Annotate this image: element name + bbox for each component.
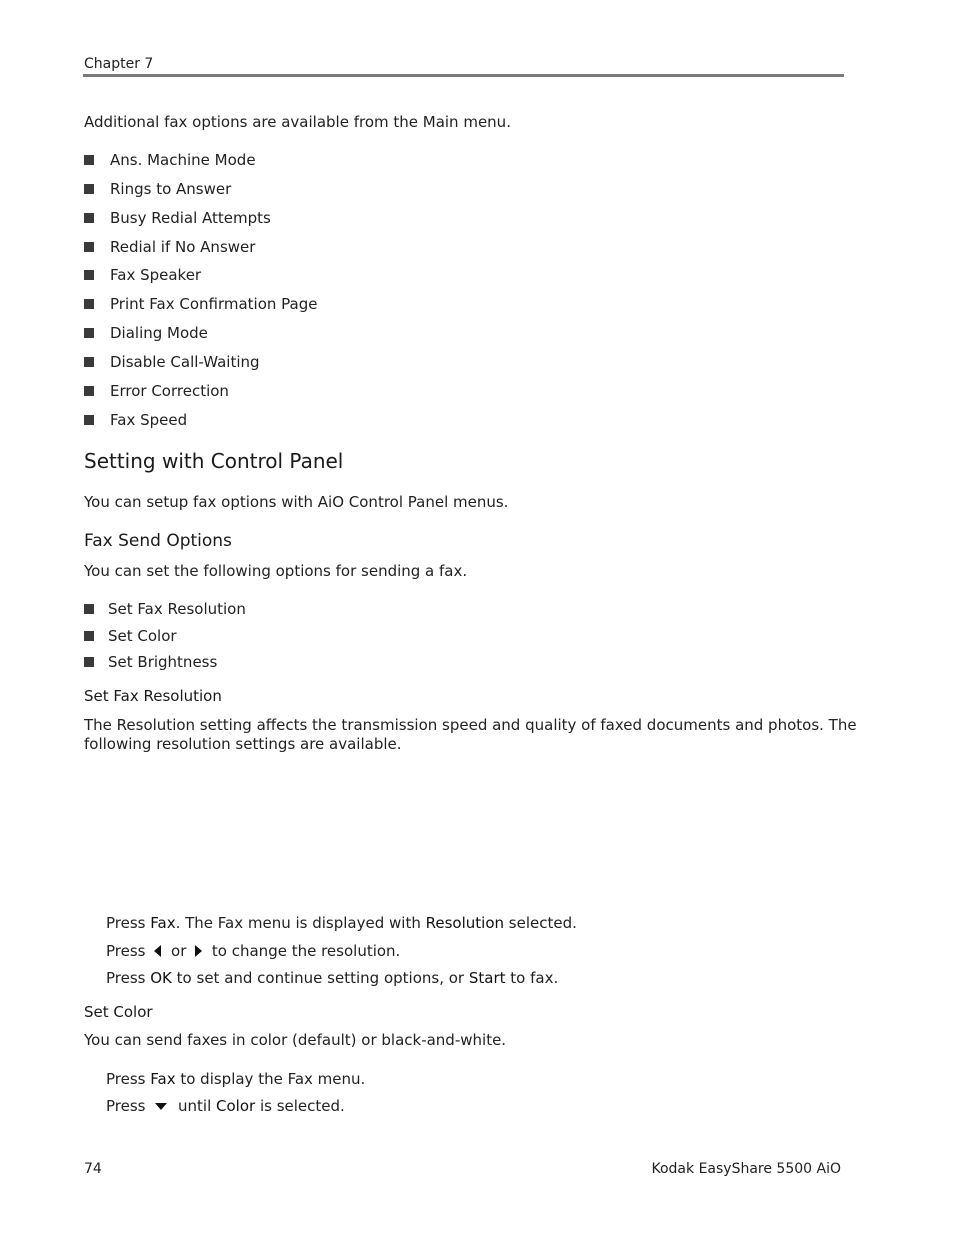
product-name: Kodak EasyShare 5500 AiO: [651, 1161, 841, 1177]
list-item: Redial if No Answer: [84, 237, 255, 257]
down-arrow-icon: [155, 1103, 167, 1110]
bullet-icon: [84, 184, 94, 194]
left-arrow-icon: [154, 945, 161, 957]
resolution-menu-label: Resolution: [425, 914, 505, 932]
resolution-step-2: Press or to change the resolution.: [106, 942, 401, 960]
set-color-text: You can send faxes in color (default) or black-and-white.: [84, 1031, 507, 1049]
section-title-set-fax-resolution: Set Fax Resolution: [84, 687, 222, 705]
list-item: Print Fax Confirmation Page: [84, 294, 318, 314]
fax-key-label: Fax: [150, 1070, 176, 1088]
control-panel-text: You can setup fax options with AiO Control Panel menus.: [84, 493, 509, 511]
chapter-label: Chapter 7: [84, 56, 154, 72]
bullet-icon: [84, 270, 94, 280]
ok-key-label: OK: [150, 969, 172, 987]
fax-key-label: Fax: [150, 914, 176, 932]
section-title-fax-send-options: Fax Send Options: [84, 531, 232, 551]
header-rule: [83, 74, 844, 77]
list-item: Busy Redial Attempts: [84, 208, 271, 228]
resolution-step-3: Press OK to set and continue setting options, or Start to fax.: [106, 969, 559, 987]
list-item: Rings to Answer: [84, 179, 231, 199]
resolution-paragraph-line-2: following resolution settings are available.: [84, 735, 402, 753]
resolution-step-1: Press Fax. The Fax menu is displayed with Resolution selected.: [106, 914, 577, 932]
bullet-icon: [84, 328, 94, 338]
bullet-icon: [84, 631, 94, 641]
bullet-icon: [84, 155, 94, 165]
bullet-icon: [84, 299, 94, 309]
resolution-paragraph-line-1: The Resolution setting affects the transmission speed and quality of faxed documents and photos. The: [84, 716, 857, 734]
list-item: Set Brightness: [84, 652, 217, 672]
list-item: Error Correction: [84, 381, 229, 401]
section-title-set-color: Set Color: [84, 1003, 153, 1021]
right-arrow-icon: [195, 945, 202, 957]
bullet-icon: [84, 357, 94, 367]
section-title-control-panel: Setting with Control Panel: [84, 449, 344, 473]
list-item: Fax Speed: [84, 410, 187, 430]
list-item: Fax Speaker: [84, 265, 201, 285]
list-item: Set Fax Resolution: [84, 599, 246, 619]
color-step-2: Press until Color is selected.: [106, 1097, 345, 1115]
list-item: Set Color: [84, 626, 177, 646]
list-item: Disable Call-Waiting: [84, 352, 260, 372]
list-item: Dialing Mode: [84, 323, 208, 343]
bullet-icon: [84, 604, 94, 614]
list-item: Ans. Machine Mode: [84, 150, 256, 170]
fax-send-options-text: You can set the following options for sending a fax.: [84, 562, 468, 580]
color-menu-label: Color: [216, 1097, 256, 1115]
intro-text: Additional fax options are available from the Main menu.: [84, 113, 511, 131]
bullet-icon: [84, 213, 94, 223]
color-step-1: Press Fax to display the Fax menu.: [106, 1070, 366, 1088]
bullet-icon: [84, 242, 94, 252]
start-key-label: Start: [468, 969, 506, 987]
bullet-icon: [84, 386, 94, 396]
bullet-icon: [84, 657, 94, 667]
page-number: 74: [84, 1161, 102, 1177]
bullet-icon: [84, 415, 94, 425]
